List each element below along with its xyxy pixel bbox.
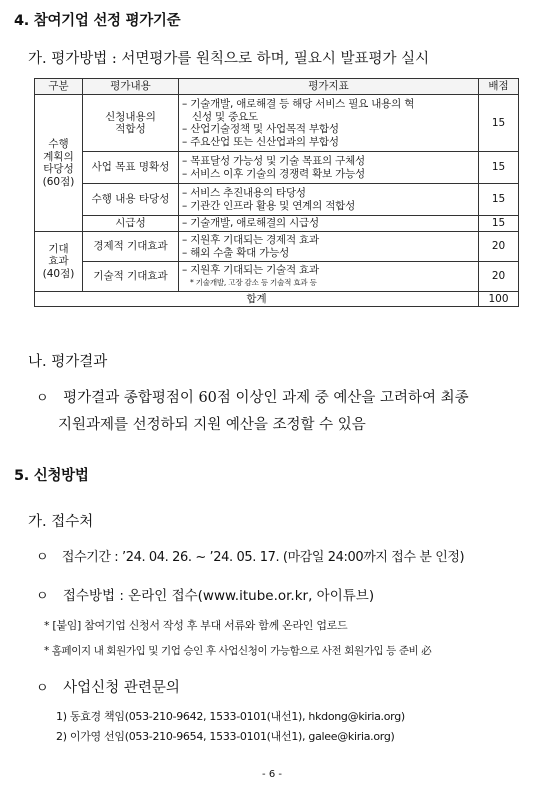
inquiry-line: ㅇ 사업신청 관련문의 <box>36 676 180 697</box>
total-label: 합계 <box>35 292 479 307</box>
table-row <box>35 216 519 232</box>
bullet-circle-icon: ㅇ <box>36 550 49 565</box>
method-line: ㅇ 접수방법 : 온라인 접수(www.itube.or.kr, 아이튜브) <box>36 584 374 604</box>
indicator-cell: – 서비스 추진내용의 타당성 – 기관간 인프라 활용 및 연계의 적합성 <box>179 184 479 216</box>
evaluation-criteria-table <box>34 78 519 307</box>
score-cell: 15 <box>479 216 519 232</box>
contact-1: 1) 동효경 책임(053-210-9642, 1533-0101(내선1), hkdong@kiria.org) <box>56 710 405 723</box>
score-cell: 20 <box>479 262 519 292</box>
indicator-cell: – 지원후 기대되는 기술적 효과 * 기술개발, 고장 감소 등 기술적 효과 등 <box>179 262 479 292</box>
content-cell: 신청내용의 적합성 <box>83 95 179 152</box>
header-category: 구분 <box>35 79 83 95</box>
score-cell: 15 <box>479 184 519 216</box>
score-cell: 15 <box>479 152 519 184</box>
header-content: 평가내용 <box>83 79 179 95</box>
content-cell: 시급성 <box>83 216 179 232</box>
table-row <box>35 95 519 152</box>
period-line: ㅇ 접수기간 : ’24. 04. 26. ~ ’24. 05. 17. (마감일 24:00까지 접수 분 인정) <box>36 546 464 565</box>
content-cell: 수행 내용 타당성 <box>83 184 179 216</box>
total-score: 100 <box>479 292 519 307</box>
indicator-cell: – 지원후 기대되는 경제적 효과 – 해외 수출 확대 가능성 <box>179 232 479 262</box>
result-bullet-line: ㅇ 평가결과 종합평점이 60점 이상인 과제 중 예산을 고려하여 최종 <box>36 386 469 407</box>
section-4-title: 4. 참여기업 선정 평가기준 <box>14 13 181 29</box>
section-5-title: 5. 신청방법 <box>14 468 89 484</box>
group-label-plan: 수행 계획의 타당성 (60점) <box>35 95 83 232</box>
table-row <box>35 152 519 184</box>
table-header-row <box>35 79 519 95</box>
content-cell: 기술적 기대효과 <box>83 262 179 292</box>
indicator-cell: – 기술개발, 애로해결의 시급성 <box>179 216 479 232</box>
contact-2: 2) 이가영 선임(053-210-9654, 1533-0101(내선1), galee@kiria.org) <box>56 730 395 743</box>
bullet-circle-icon: ㅇ <box>36 391 49 406</box>
table-total-row <box>35 292 519 307</box>
score-cell: 20 <box>479 232 519 262</box>
bullet-circle-icon: ㅇ <box>36 681 49 696</box>
table-row <box>35 184 519 216</box>
header-score: 배점 <box>479 79 519 95</box>
method-note-2: * 홈페이지 내 회원가입 및 기업 승인 후 사업신청이 가능함으로 사전 회원가입 등 준비 必 <box>44 645 432 657</box>
bullet-circle-icon: ㅇ <box>36 589 49 604</box>
evaluation-result-heading: 나. 평가결과 <box>28 354 108 370</box>
result-continuation-line: 지원과제를 선정하되 지원 예산을 조정할 수 있음 <box>58 417 366 433</box>
reception-heading: 가. 접수처 <box>28 514 94 530</box>
table-row <box>35 232 519 262</box>
indicator-cell: – 목표달성 가능성 및 기술 목표의 구체성 – 서비스 이후 기술의 경쟁력 확보 가능성 <box>179 152 479 184</box>
score-cell: 15 <box>479 95 519 152</box>
indicator-note: * 기술개발, 고장 감소 등 기술적 효과 등 <box>190 277 317 287</box>
method-note-1: * [붙임] 참여기업 신청서 작성 후 부대 서류와 함께 온라인 업로드 <box>44 619 348 632</box>
page-number: - 6 - <box>262 769 282 780</box>
header-indicator: 평가지표 <box>179 79 479 95</box>
group-label-effect: 기대 효과 (40점) <box>35 232 83 292</box>
indicator-cell: – 기술개발, 애로해결 등 해당 서비스 필요 내용의 혁 신성 및 중요도 – 산업기술정책 및 사업목적 부합성 – 주요산업 또는 신산업과의 부합성 <box>179 95 479 152</box>
table-row <box>35 262 519 292</box>
content-cell: 경제적 기대효과 <box>83 232 179 262</box>
content-cell: 사업 목표 명확성 <box>83 152 179 184</box>
evaluation-method-heading: 가. 평가방법 : 서면평가를 원칙으로 하며, 필요시 발표평가 실시 <box>28 51 430 67</box>
